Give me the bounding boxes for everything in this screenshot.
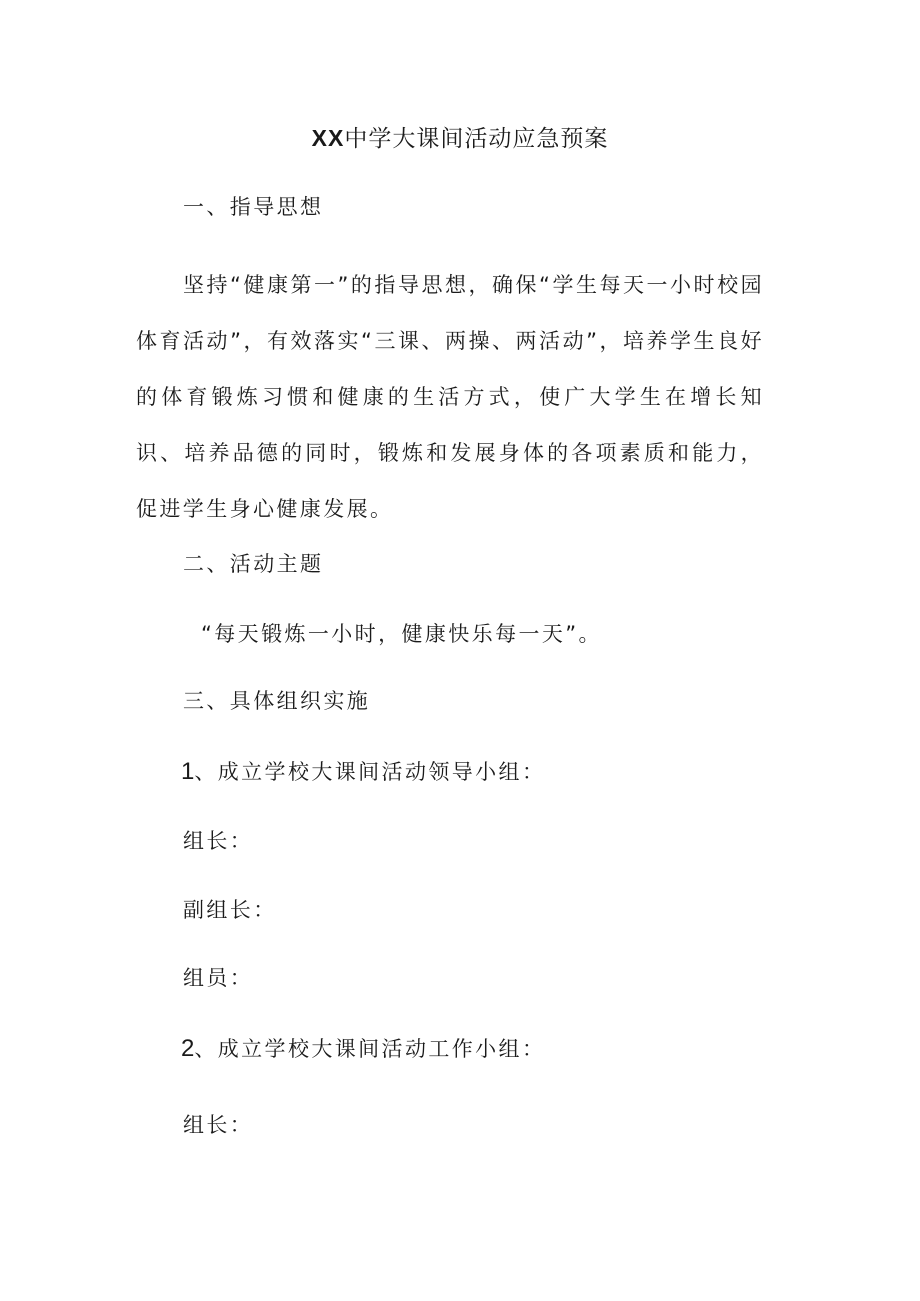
section-1-paragraph: 坚持“健康第一”的指导思想，确保“学生每天一小时校园体育活动”，有效落实“三课、两操、两活动”，培养学生良好的体育锻炼习惯和健康的生活方式，使广大学生在增长知识、培养品德的同时，锻炼和发展身体的各项素质和能力，促进学生身心健康发展。 <box>136 273 764 521</box>
item-2-text: 、成立学校大课间活动工作小组： <box>194 1037 546 1061</box>
title-text: 中学大课间活动应急预案 <box>344 126 609 152</box>
section-2-paragraph: “每天锻炼一小时，健康快乐每一天”。 <box>201 622 602 646</box>
item-2-heading <box>181 1034 545 1064</box>
section-2-heading: 二、活动主题 <box>183 552 324 576</box>
document-title <box>0 121 920 156</box>
item-1-members-label: 组员： <box>183 966 254 990</box>
section-3-heading: 三、具体组织实施 <box>183 689 371 713</box>
section-1-heading: 一、指导思想 <box>183 195 324 219</box>
item-1-text: 、成立学校大课间活动领导小组： <box>194 760 546 784</box>
item-2-leader-label: 组长： <box>183 1113 254 1137</box>
title-prefix: XX <box>311 125 345 151</box>
item-2-number: 2 <box>181 1035 195 1062</box>
item-1-leader-label: 组长： <box>183 829 254 853</box>
item-1-heading <box>181 757 545 787</box>
item-1-number: 1 <box>181 758 195 785</box>
item-1-deputy-label: 副组长： <box>183 898 277 922</box>
